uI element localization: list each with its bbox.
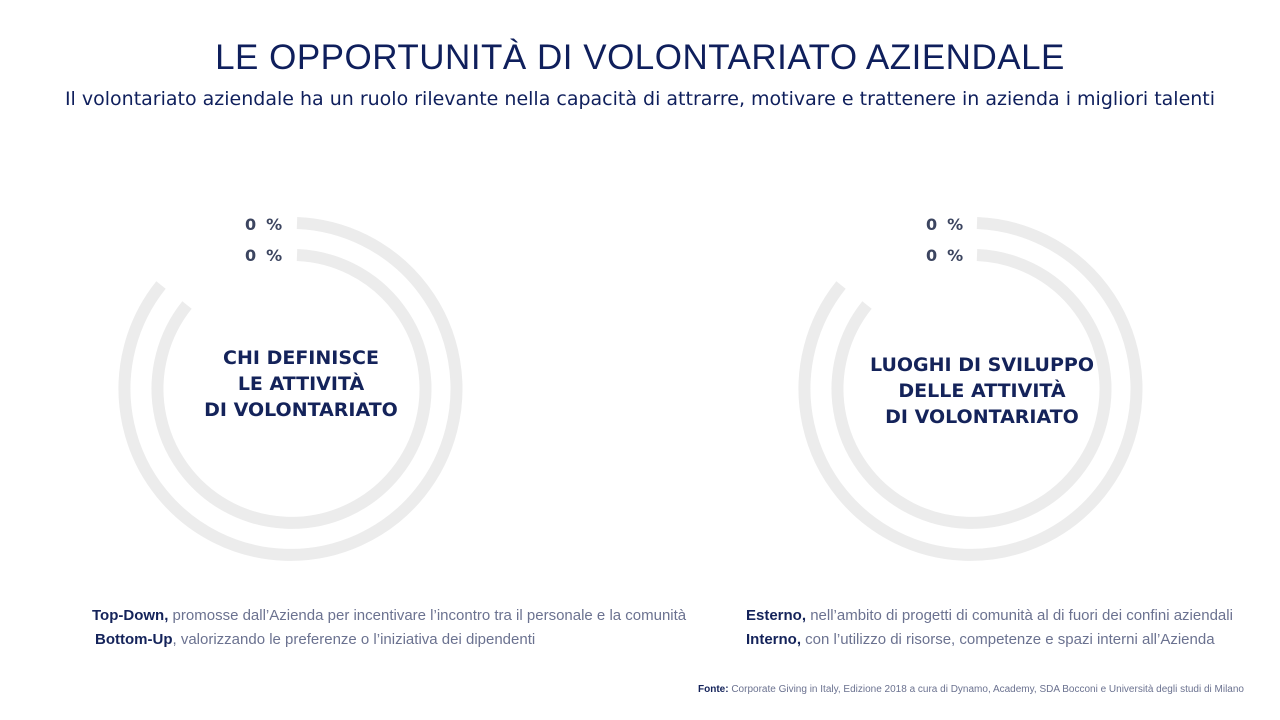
left-inner-value: 0 % (245, 246, 284, 265)
legend-item: Interno, con l’utilizzo di risorse, competenze e spazi interni all’Azienda (746, 631, 1215, 648)
page-title: LE OPPORTUNITÀ DI VOLONTARIATO AZIENDALE (215, 38, 1065, 77)
legend-item: Top-Down, promosse dall’Azienda per incentivare l’incontro tra il personale e la comunità (92, 607, 687, 624)
left-outer-value: 0 % (245, 215, 284, 234)
page-subtitle: Il volontariato aziendale ha un ruolo rilevante nella capacità di attrarre, motivare e trattenere in azienda i migliori talenti (64, 88, 1216, 110)
right-outer-value: 0 % (926, 215, 965, 234)
right-legend (746, 604, 1233, 652)
right-inner-value: 0 % (926, 246, 965, 265)
right-chart-label: LUOGHI DI SVILUPPO DELLE ATTIVITÀ DI VOLONTARIATO (870, 354, 1094, 428)
left-legend (92, 604, 686, 652)
legend-item: Bottom-Up, valorizzando le preferenze o l’iniziativa dei dipendenti (95, 631, 536, 648)
legend-item: Esterno, nell’ambito di progetti di comunità al di fuori dei confini aziendali (746, 607, 1233, 624)
source-note: Fonte: Corporate Giving in Italy, Edizione 2018 a cura di Dynamo, Academy, SDA Bocconi e Università degli studi di Milano (698, 684, 1244, 695)
left-chart-label: CHI DEFINISCE LE ATTIVITÀ DI VOLONTARIATO (204, 347, 398, 421)
